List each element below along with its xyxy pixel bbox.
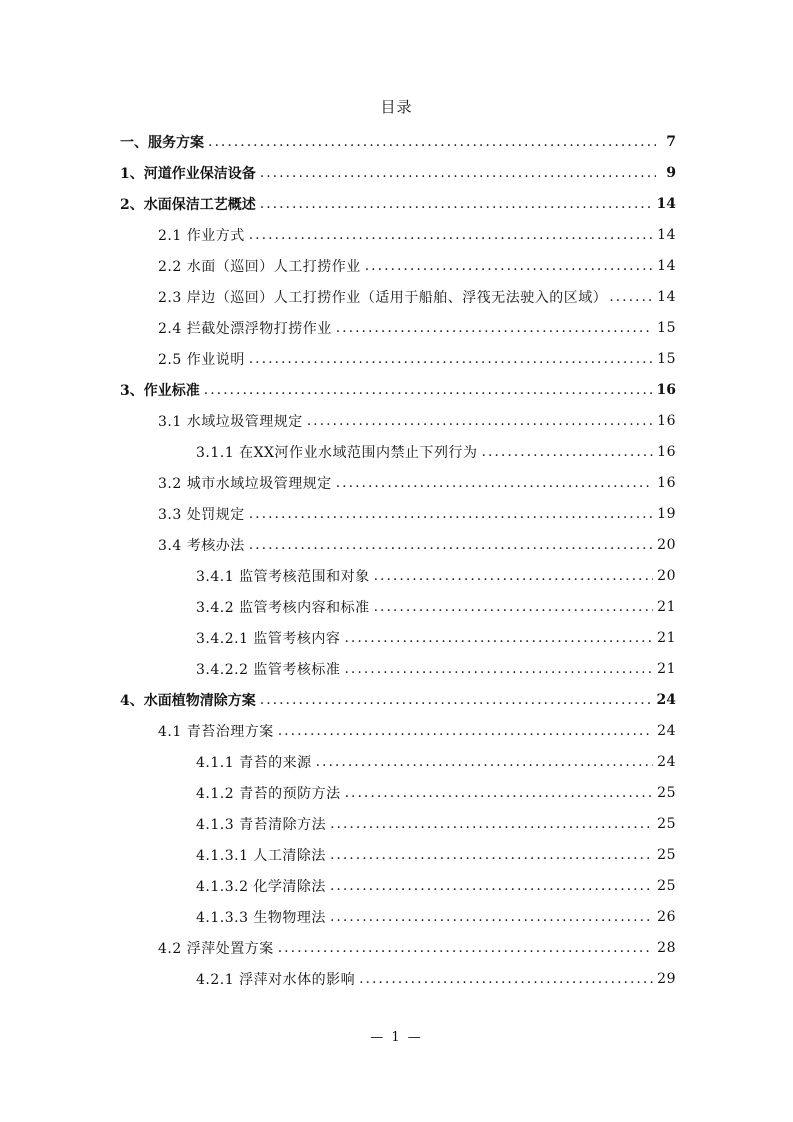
toc-entry-label: 2、水面保洁工艺概述	[120, 197, 256, 213]
toc-leader-dots	[330, 909, 653, 925]
toc-entry-label: 一、服务方案	[120, 135, 204, 151]
toc-entry[interactable]	[196, 655, 676, 683]
toc-entry-page: 24	[657, 723, 676, 739]
toc-leader-dots	[336, 320, 653, 336]
toc-entry[interactable]	[158, 500, 676, 528]
toc-entry-label: 3.4.1 监管考核范围和对象	[196, 569, 370, 585]
page-title: 目录	[380, 98, 413, 116]
toc-entry-label: 3.4.2.1 监管考核内容	[196, 631, 341, 647]
toc-entry-label: 4、水面植物清除方案	[120, 693, 256, 709]
toc-entry-page: 14	[656, 196, 676, 212]
toc-entry[interactable]	[196, 748, 676, 776]
toc-entry-page: 28	[657, 940, 676, 956]
toc-leader-dots	[344, 661, 653, 677]
toc-entry-page: 29	[657, 971, 676, 987]
toc-entry-label: 2.5 作业说明	[158, 352, 245, 368]
toc-entry[interactable]	[158, 469, 676, 497]
toc-entry[interactable]	[196, 903, 676, 931]
toc-entry-label: 4.2 浮萍处置方案	[158, 941, 274, 957]
toc-entry-label: 3.4 考核办法	[158, 538, 245, 554]
toc-entry-page: 9	[666, 165, 676, 181]
toc-leader-dots	[260, 196, 653, 212]
toc-leader-dots	[336, 475, 653, 491]
toc-entry-label: 2.1 作业方式	[158, 228, 245, 244]
toc-entry-label: 2.3 岸边（巡回）人工打捞作业（适用于船舶、浮筏无法驶入的区域）	[158, 290, 608, 306]
toc-leader-dots	[278, 723, 653, 739]
toc-entry[interactable]	[158, 934, 676, 962]
toc-entry[interactable]	[120, 376, 676, 404]
toc-leader-dots	[330, 878, 653, 894]
toc-entry-page: 25	[657, 878, 676, 894]
toc-entry-label: 2.2 水面（巡回）人工打捞作业	[158, 259, 361, 275]
toc-leader-dots	[316, 754, 654, 770]
toc-entry-page: 24	[656, 692, 676, 708]
toc-entry[interactable]	[196, 624, 676, 652]
toc-leader-dots	[344, 630, 653, 646]
toc-entry-page: 16	[657, 413, 676, 429]
toc-entry-label: 4.1.3 青苔清除方法	[196, 817, 327, 833]
toc-entry-page: 20	[657, 537, 676, 553]
toc-entry-label: 4.2.1 浮萍对水体的影响	[196, 972, 356, 988]
toc-leader-dots	[359, 971, 653, 987]
toc-leader-dots	[609, 289, 655, 305]
toc-entry-page: 21	[657, 599, 676, 615]
toc-entry-page: 7	[666, 134, 676, 150]
toc-entry-page: 14	[657, 227, 676, 243]
toc-entry-page: 25	[657, 847, 676, 863]
toc-entry-label: 4.1.2 青苔的预防方法	[196, 786, 341, 802]
toc-leader-dots	[249, 227, 653, 243]
toc-entry-label: 2.4 拦截处漂浮物打捞作业	[158, 321, 332, 337]
toc-leader-dots	[278, 940, 653, 956]
toc-entry-label: 4.1.3.2 化学清除法	[196, 879, 326, 895]
toc-leader-dots	[482, 444, 654, 460]
toc-entry-page: 14	[657, 258, 676, 274]
page-number-footer: — 1 —	[370, 1030, 423, 1045]
toc-entry-label: 4.1.1 青苔的来源	[196, 755, 312, 771]
toc-entry-label: 3.1 水域垃圾管理规定	[158, 414, 303, 430]
toc-entry[interactable]	[196, 841, 676, 869]
toc-entry[interactable]	[158, 314, 676, 342]
toc-entry[interactable]	[120, 190, 676, 218]
toc-entry-page: 21	[657, 661, 676, 677]
toc-leader-dots	[330, 847, 653, 863]
toc-entry-page: 26	[657, 909, 676, 925]
toc-entry-label: 3.1.1 在XX河作业水域范围内禁止下列行为	[196, 445, 478, 461]
toc-entry-page: 19	[657, 506, 676, 522]
toc-leader-dots	[260, 692, 653, 708]
toc-entry[interactable]	[158, 252, 676, 280]
toc-entry-page: 25	[657, 816, 676, 832]
toc-entry-page: 21	[657, 630, 676, 646]
toc-leader-dots	[330, 816, 653, 832]
toc-entry[interactable]	[158, 531, 676, 559]
toc-leader-dots	[374, 599, 654, 615]
toc-leader-dots	[345, 785, 654, 801]
toc-entry[interactable]	[196, 965, 676, 993]
toc-entry[interactable]	[158, 345, 676, 373]
toc-entry-label: 3.3 处罚规定	[158, 507, 245, 523]
toc-entry-page: 14	[657, 289, 676, 305]
toc-leader-dots	[260, 165, 656, 181]
toc-entry-page: 16	[656, 382, 676, 398]
toc-leader-dots	[249, 537, 653, 553]
toc-leader-dots	[307, 413, 653, 429]
toc-entry-page: 20	[657, 568, 676, 584]
toc-leader-dots	[208, 134, 656, 150]
toc-entry[interactable]	[158, 717, 676, 745]
toc-entry-page: 15	[657, 351, 676, 367]
toc-entry-page: 24	[657, 754, 676, 770]
toc-entry-page: 16	[657, 444, 676, 460]
toc-entry[interactable]	[196, 872, 676, 900]
toc-entry-label: 3.2 城市水域垃圾管理规定	[158, 476, 332, 492]
toc-leader-dots	[204, 382, 653, 398]
toc-entry-page: 15	[657, 320, 676, 336]
toc-entry[interactable]	[196, 779, 676, 807]
toc-entry[interactable]	[196, 562, 676, 590]
toc-entry-label: 3.4.2.2 监管考核标准	[196, 662, 341, 678]
toc-leader-dots	[374, 568, 654, 584]
toc-leader-dots	[249, 351, 653, 367]
toc-entry-label: 4.1.3.1 人工清除法	[196, 848, 326, 864]
toc-entry[interactable]	[120, 159, 676, 187]
toc-entry[interactable]	[196, 438, 676, 466]
toc-entry[interactable]	[120, 128, 676, 156]
toc-entry[interactable]	[158, 283, 676, 311]
toc-entry-label: 3.4.2 监管考核内容和标准	[196, 600, 370, 616]
toc-entry[interactable]	[158, 221, 676, 249]
toc-leader-dots	[365, 258, 653, 274]
toc-entry-page: 16	[657, 475, 676, 491]
toc-entry-label: 3、作业标准	[120, 383, 200, 399]
toc-entry-label: 4.1.3.3 生物物理法	[196, 910, 326, 926]
toc-entry[interactable]	[158, 407, 676, 435]
toc-entry-page: 25	[657, 785, 676, 801]
toc-leader-dots	[249, 506, 653, 522]
toc-entry-label: 4.1 青苔治理方案	[158, 724, 274, 740]
toc-entry-label: 1、河道作业保洁设备	[120, 166, 256, 182]
toc-entry[interactable]	[196, 810, 676, 838]
toc-entry[interactable]	[196, 593, 676, 621]
toc-entry[interactable]	[120, 686, 676, 714]
